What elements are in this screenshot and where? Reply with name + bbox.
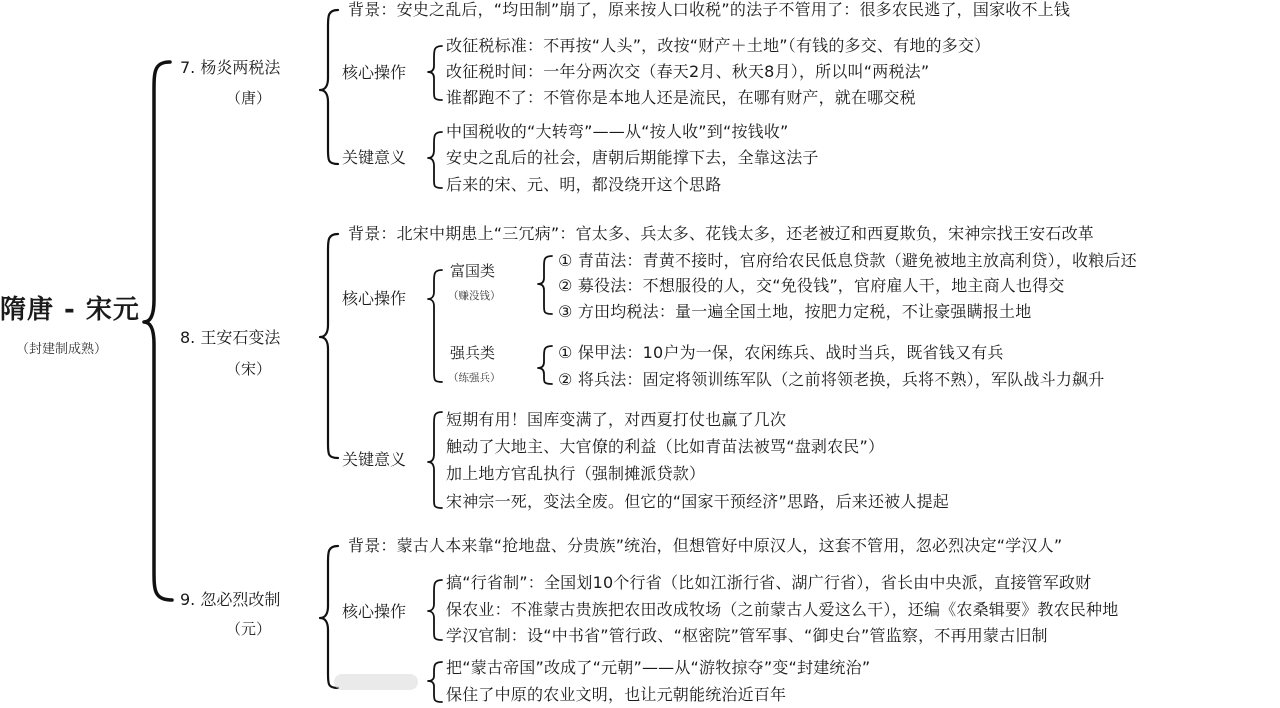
section-8-sig-brace [428,412,442,508]
section-8-group-1-item: ③ 方田均税法：量一遍全国土地，按肥力定税，不让豪强瞒报土地 [558,302,1032,321]
section-8-significance-item: 加上地方官乱执行（强制摊派贷款） [446,464,706,483]
section-8-group-2-brace [538,346,552,384]
section-8-significance-item: 触动了大地主、大官僚的利益（比如青苗法被骂“盘剥农民”） [446,437,885,456]
section-9-core-label: 核心操作 [342,602,407,621]
section-7-dynasty: （唐） [226,89,272,107]
section-8-core-label: 核心操作 [342,289,407,308]
section-9-sig-brace [428,662,442,702]
section-7-core-brace [428,46,442,100]
section-8-brace [320,234,338,458]
section-8-group-2-item: ② 将兵法：固定将领训练军队（之前将领老换，兵将不熟），军队战斗力飙升 [558,370,1105,389]
section-9-significance-item: 把“蒙古帝国”改成了“元朝”——从“游牧掠夺”变“封建统治” [446,658,871,677]
section-8-core-brace [428,270,442,382]
section-7-background: 背景：安史之乱后，“均田制”崩了，原来按人口收税”的法子不管用了：很多农民逃了，国家收不上钱 [348,0,1071,19]
section-9-core-item: 搞“行省制”：全国划10个行省（比如江浙行省、湖广行省），省长由中央派，直接管军政财 [446,573,1092,592]
section-7-core-item: 改征税标准：不再按“人头”，改按“财产＋土地”（有钱的多交、有地的多交） [446,36,991,55]
section-9-significance-item: 保住了中原的农业文明，也让元朝能统治近百年 [446,685,787,704]
section-7-title: 7. 杨炎两税法 [180,58,281,77]
section-8-group-1-title: 富国类 [450,262,496,280]
section-8-significance-label: 关键意义 [342,450,407,469]
section-8-group-2-item: ① 保甲法：10户为一保，农闲练兵、战时当兵，既省钱又有兵 [558,343,1004,362]
section-7-sig-brace [428,132,442,188]
section-9-core-item: 保农业：不准蒙古贵族把农田改成牧场（之前蒙古人爱这么干），还编《农桑辑要》教农民种地 [446,600,1119,619]
section-7-significance-label: 关键意义 [342,148,407,167]
section-9-background: 背景：蒙古人本来靠“抢地盘、分贵族”统治，但想管好中原汉人，这套不管用，忽必烈决定“学汉人” [348,536,1063,555]
section-7-significance-item: 安史之乱后的社会，唐朝后期能撑下去，全靠这法子 [446,148,819,167]
section-8-group-2-title: 强兵类 [450,344,496,362]
section-9-core-item: 学汉官制：设“中书省”管行政、“枢密院”管军事、“御史台”管监察，不再用蒙古旧制 [446,626,1048,645]
section-7-core-item: 谁都跑不了：不管你是本地人还是流民，在哪有财产，就在哪交税 [446,88,916,107]
section-8-background: 背景：北宋中期患上“三冗病”：官太多、兵太多、花钱太多，还老被辽和西夏欺负，宋神宗找王安石改革 [348,224,1094,243]
section-7-significance-item: 后来的宋、元、明，都没绕开这个思路 [446,175,722,194]
section-8-significance-item: 宋神宗一死，变法全废。但它的“国家干预经济”思路，后来还被人提起 [446,492,949,511]
section-7-brace [320,10,338,164]
section-8-title: 8. 王安石变法 [180,328,281,347]
section-8-group-1-brace [538,256,552,314]
section-8-dynasty: （宋） [226,360,272,378]
section-9-title: 9. 忽必烈改制 [180,590,281,609]
section-7-significance-item: 中国税收的“大转弯”——从“按人收”到“按钱收” [446,122,789,141]
root-brace [144,62,172,600]
root-subtitle: （封建制成熟） [16,342,108,357]
section-8-group-1-item: ① 青苗法：青黄不接时，官府给农民低息贷款（避免被地主放高利贷），收粮后还 [558,251,1137,270]
section-9-dynasty: （元） [226,620,272,638]
section-9-core-brace [428,580,442,640]
section-8-group-1-item: ② 募役法：不想服役的人，交“免役钱”，官府雇人干，地主商人也得交 [558,276,1065,295]
section-8-group-2-subtitle: （练强兵） [448,372,501,384]
section-7-core-item: 改征税时间：一年分两次交（春天2月、秋天8月），所以叫“两税法” [446,62,930,81]
section-7-core-label: 核心操作 [342,63,407,82]
section-9-brace [320,546,338,688]
section-8-group-1-subtitle: （赚没钱） [448,290,501,302]
section-8-significance-item: 短期有用！国库变满了，对西夏打仗也赢了几次 [446,410,787,429]
root-title: 隋唐 - 宋元 [0,295,140,325]
blurred-smudge [334,674,418,690]
